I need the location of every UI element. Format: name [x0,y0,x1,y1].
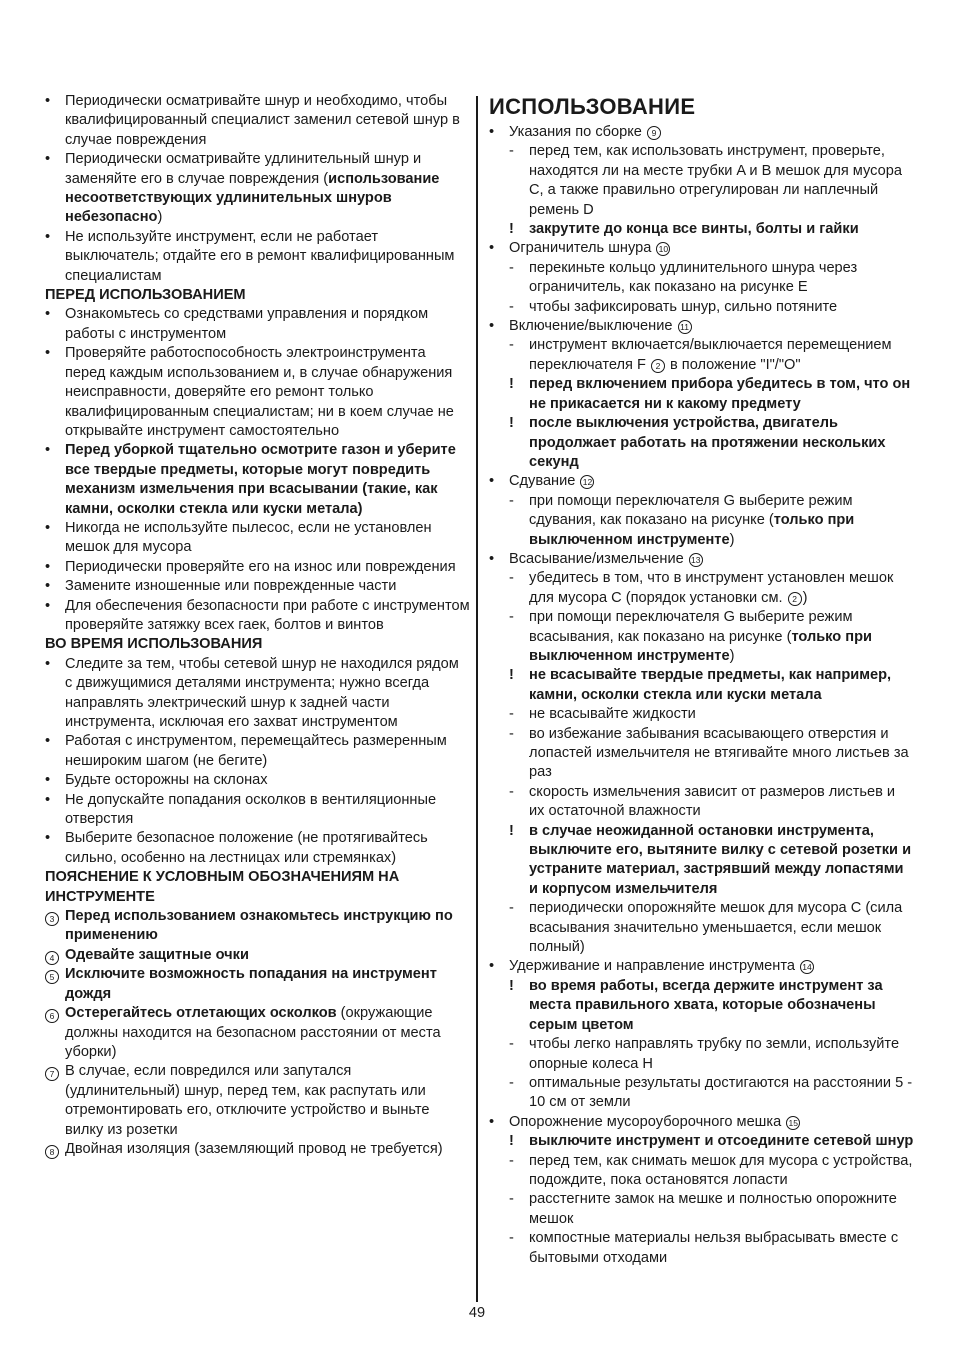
text-span: оптимальные результаты достигаются на расстоянии 5 - 10 см от земли [529,1074,913,1111]
text-span: Включение/выключение [509,318,677,335]
bullet-item [489,123,914,142]
dash-item [489,142,914,220]
symbol-number-circle: 4 [45,951,59,965]
text-span: В случае, если повредился или запутался (удлинительный) шнур, перед тем, как распутать или отремонтировать его, отключите устройство и выньте вилку из розетки [65,1063,430,1138]
text-span: убедитесь в том, что в инструмент установлен мешок для мусора C (порядок установки см. [529,570,894,606]
dash-item [489,608,914,666]
bold-text: в случае неожиданной остановки инструмента, выключите его, вытяните вилку с сетевой розетки и устраните материал, застрявший между лопастями и корпусом измельчителя [529,822,912,897]
bullet-marker: • [489,958,495,975]
warning-marker: ! [509,376,514,393]
dash-marker: - [509,259,514,276]
dash-item [489,1229,914,1268]
dash-marker: - [509,298,514,315]
item-text [529,977,914,1035]
bullet-marker: • [489,318,495,335]
text-span: расстегните замок на мешке и полностью опорожните мешок [529,1191,897,1227]
item-text [65,577,470,596]
symbol-item [45,907,470,946]
symbol-item [45,946,470,965]
text-span: Выберите безопасное положение (не протягивайтесь сильно, особенно на лестницах или стремянках) [65,830,428,866]
text-span: компостные материалы нельзя выбрасывать вместе с бытовыми отходами [529,1230,899,1266]
figure-ref-number: 2 [651,359,665,373]
symbol-number [45,1006,59,1025]
bullet-item [45,732,470,771]
text-span: ) [157,209,163,226]
item-text [529,1132,914,1151]
text-span: Двойная изоляция (заземляющий провод не требуется) [65,1140,443,1157]
bold-text: перед включением прибора убедитесь в том, что он не прикасается ни к какому предмету [529,376,911,412]
bold-text: Перед уборкой тщательно осмотрите газон и уберите все твердые предметы, которые могут повредить механизм измельчения при всасывании (такие, как камни, осколки стекла или куски метала) [65,442,456,517]
bullet-item [489,550,914,569]
text-span: Указания по сборке [509,124,646,140]
text-span: Ознакомьтесь со средствами управления и порядком работы с инструментом [65,306,429,342]
dash-marker: - [509,706,514,723]
item-text [509,550,914,569]
text-span: ) [729,531,735,548]
bold-text: выключите инструмент и отсоедините сетевой шнур [529,1133,914,1150]
figure-ref-number: 14 [800,960,814,974]
symbol-number [45,1064,59,1083]
dash-marker: - [509,570,514,587]
item-text [65,519,470,558]
bullet-marker: • [489,124,495,140]
warning-marker: ! [509,822,514,839]
item-text [65,558,470,577]
symbol-item [45,1140,470,1159]
figure-ref-number: 10 [656,242,670,256]
bullet-item [45,519,470,558]
text-span: Всасывание/измельчение [509,550,688,567]
dash-item [489,783,914,822]
symbol-number-circle: 3 [45,912,59,926]
text-span: Удерживание и направление инструмента [509,958,800,975]
text-span: Никогда не используйте пылесос, если не установлен мешок для мусора [65,519,432,556]
symbol-number [45,967,59,986]
bullet-marker: • [489,550,495,567]
bold-text: закрутите до конца все винты, болты и гайки [529,221,859,238]
text-span: не всасывайте жидкости [529,706,696,723]
item-text [529,783,914,822]
bold-text: Исключите возможность попадания на инструмент дождя [65,966,437,1002]
symbol-item [45,965,470,1004]
text-span: при помощи переключателя G выберите режим всасывания, как показано на рисунке ( [529,609,853,645]
text-span: Следите за тем, чтобы сетевой шнур не находился рядом с движущимися деталями инструмента; нужно всегда направлять электрический шнур к задней части инструмента, исключая его захват инструментом [65,655,459,730]
text-span: при помощи переключателя G выберите режим сдувания, как показано на рисунке ( [529,492,853,529]
text-span: Сдувание [509,473,580,490]
bullet-marker: • [489,1113,495,1130]
section-title: ИСПОЛЬЗОВАНИЕ [489,94,696,119]
item-text [65,732,470,771]
dash-item [489,1074,914,1113]
bullet-marker: • [45,558,51,575]
bullet-marker: • [45,830,51,847]
item-text [65,92,470,150]
symbol-number-circle: 7 [45,1067,59,1081]
text-span: Ограничитель шнура [509,240,656,257]
bold-text: после выключения устройства, двигатель продолжает работать на протяжении нескольких секунд [529,415,886,470]
text-span: Не используйте инструмент, если не работает выключатель; отдайте его в ремонт квалифицированным специалистам [65,228,455,284]
symbol-number-circle: 5 [45,970,59,984]
bullet-marker: • [45,93,51,109]
item-text [529,705,914,724]
item-text [529,298,914,317]
warning-item [489,977,914,1035]
dash-item [489,1035,914,1074]
item-text [529,375,914,414]
bullet-item [45,577,470,596]
item-text [65,228,470,286]
dash-marker: - [509,1152,514,1169]
item-text [529,220,914,239]
text-span: перекиньте кольцо удлинительного шнура через ограничитель, как показано на рисунке E [529,259,858,296]
item-text [65,965,470,1004]
bold-text: Одевайте защитные очки [65,946,249,963]
figure-ref-number: 15 [786,1116,800,1130]
bullet-marker: • [45,228,51,245]
dash-item [489,259,914,298]
text-span: Опорожнение мусороуборочного мешка [509,1113,786,1130]
item-text [529,666,914,705]
bullet-marker: • [45,306,51,323]
dash-item [489,1152,914,1191]
warning-item [489,414,914,472]
text-span: ) [729,647,735,664]
figure-ref-number: 2 [788,592,802,606]
item-text [65,829,470,868]
item-text [65,305,470,344]
dash-item [489,336,914,375]
bold-text: Остерегайтесь отлетающих осколков [65,1005,337,1022]
text-span: (окружающие должны находится на безопасном расстоянии от места уборки) [65,1005,441,1060]
item-text [529,608,914,666]
warning-item [489,666,914,705]
bullet-item [45,305,470,344]
text-span: Работая с инструментом, перемещайтесь размеренным нешироким шагом (не бегите) [65,733,447,769]
item-text [509,957,914,976]
symbol-number-circle: 8 [45,1145,59,1159]
item-text [529,822,914,900]
dash-marker: - [509,337,514,354]
item-text [509,1113,914,1132]
item-text [529,569,914,608]
item-text [529,1229,914,1268]
item-text [65,1062,470,1140]
text-span: Периодически осматривайте удлинительный шнур и заменяйте его в случае повреждения ( [65,151,422,187]
bullet-item [489,472,914,491]
warning-marker: ! [509,977,514,994]
dash-item [489,705,914,724]
item-text [529,1035,914,1074]
warning-marker: ! [509,415,514,432]
text-span: Периодически проверяйте его на износ или повреждения [65,558,456,575]
text-span: ) [802,589,808,606]
bullet-marker: • [45,519,51,536]
item-text [529,1074,914,1113]
dash-marker: - [509,900,514,917]
text-span: чтобы зафиксировать шнур, сильно потяните [529,298,838,315]
bullet-item [45,441,470,519]
symbol-item [45,1004,470,1062]
symbol-number [45,909,59,928]
text-span: перед тем, как использовать инструмент, проверьте, находятся ли на месте трубки A и B мешок для мусора C, а также правильно отрегулирован ли наплечный ремень D [529,143,902,218]
warning-item [489,822,914,900]
bold-text: во время работы, всегда держите инструмент за места правильного хвата, которые обозначены серым цветом [529,977,883,1033]
figure-ref-number: 12 [580,475,594,489]
item-text [529,336,914,375]
bullet-item [489,957,914,976]
text-span: Будьте осторожны на склонах [65,772,268,789]
section-heading: ПОЯСНЕНИЕ К УСЛОВНЫМ ОБОЗНАЧЕНИЯМ НА ИНСТРУМЕНТЕ [45,869,400,905]
dash-marker: - [509,1036,514,1053]
section-heading: ПЕРЕД ИСПОЛЬЗОВАНИЕМ [45,287,246,304]
item-text [65,344,470,441]
item-text [529,1152,914,1191]
item-text [509,239,914,258]
symbol-number-circle: 6 [45,1009,59,1023]
text-span: Периодически осматривайте шнур и необходимо, чтобы квалифицированный специалист заменил сетевой шнур в случае повреждения [65,93,460,148]
item-text [529,725,914,783]
bullet-marker: • [489,240,495,257]
bold-text: не всасывайте твердые предметы, как например, камни, осколки стекла или куски метала [529,667,892,703]
bullet-marker: • [45,791,51,808]
dash-marker: - [509,725,514,742]
right-column [489,92,914,1268]
figure-ref-number: 11 [678,320,692,334]
text-span: в положение "I"/"O" [665,356,801,373]
dash-marker: - [509,1074,514,1091]
dash-item [489,569,914,608]
warning-marker: ! [509,221,514,238]
bullet-item [45,92,470,150]
dash-item [489,298,914,317]
bullet-marker: • [489,473,495,490]
item-text [529,1190,914,1229]
text-span: Не допускайте попадания осколков в вентиляционные отверстия [65,791,437,828]
item-text [65,1004,470,1062]
dash-marker: - [509,143,514,160]
dash-marker: - [509,609,514,626]
bullet-item [45,597,470,636]
text-span: инструмент включается/выключается перемещением переключателя F [529,337,892,373]
bullet-marker: • [45,442,51,459]
bullet-item [45,150,470,228]
item-text [65,771,470,790]
bullet-marker: • [45,151,51,168]
left-column [45,92,470,1159]
bullet-marker: • [45,345,51,362]
item-text [529,414,914,472]
dash-marker: - [509,1230,514,1247]
item-text [65,1140,470,1159]
bullet-item [45,228,470,286]
item-text [65,150,470,228]
item-text [65,791,470,830]
figure-ref-number: 13 [689,553,703,567]
item-text [65,655,470,733]
dash-marker: - [509,1191,514,1208]
bullet-item [45,558,470,577]
bullet-item [489,239,914,258]
symbol-number [45,1142,59,1161]
item-text [529,492,914,550]
figure-ref-number: 9 [647,126,661,140]
dash-item [489,899,914,957]
warning-item [489,220,914,239]
bullet-marker: • [45,733,51,750]
item-text [65,597,470,636]
dash-marker: - [509,492,514,509]
section-heading: ВО ВРЕМЯ ИСПОЛЬЗОВАНИЯ [45,636,263,653]
bullet-item [45,829,470,868]
text-span: чтобы легко направлять трубку по земли, используйте опорные колеса H [529,1036,900,1072]
item-text [529,259,914,298]
bullet-item [45,344,470,441]
text-span: Замените изношенные или поврежденные части [65,578,397,595]
warning-item [489,375,914,414]
text-span: Для обеспечения безопасности при работе с инструментом проверяйте затяжку всех гаек, болтов и винтов [65,597,470,633]
text-span: Проверяйте работоспособность электроинструмента перед каждым использованием и, в случае обнаружения неисправности, доверяйте его ремонт только квалифицированным специалистам; ни в коем случае не открывайте инструмент самостоятельно [65,345,454,439]
item-text [509,317,914,336]
dash-marker: - [509,783,514,800]
item-text [529,142,914,220]
item-text [509,472,914,491]
bold-text: только при выключенном инструменте [529,512,855,548]
bullet-marker: • [45,578,51,595]
dash-item [489,492,914,550]
column-divider [476,96,478,1302]
warning-item [489,1132,914,1151]
bold-text: только при выключенном инструменте [529,628,872,664]
dash-item [489,725,914,783]
bullet-marker: • [45,655,51,672]
bold-text: Перед использованием ознакомьтесь инструкцию по применению [65,908,453,944]
bullet-item [489,1113,914,1132]
bullet-marker: • [45,597,51,614]
bullet-item [45,791,470,830]
item-text [65,946,470,965]
bullet-item [489,317,914,336]
bold-text: использование несоответствующих удлинительных шнуров небезопасно [65,170,440,226]
warning-marker: ! [509,667,514,684]
bullet-item [45,771,470,790]
page-number: 49 [468,1305,486,1321]
dash-item [489,1190,914,1229]
text-span: периодически опорожняйте мешок для мусора C (сила всасывания значительно уменьшается, если мешок полный) [529,900,903,956]
item-text [65,441,470,519]
item-text [509,123,914,142]
text-span: перед тем, как снимать мешок для мусора с устройства, подождите, пока остановятся лопасти [529,1152,913,1188]
bullet-marker: • [45,772,51,789]
text-span: во избежание забывания всасывающего отверстия и лопастей измельчителя не втягивайте много листьев за раз [529,725,909,781]
text-span: скорость измельчения зависит от размеров листьев и их остаточной влажности [529,783,896,820]
item-text [65,907,470,946]
item-text [529,899,914,957]
bullet-item [45,655,470,733]
warning-marker: ! [509,1133,514,1150]
symbol-item [45,1062,470,1140]
